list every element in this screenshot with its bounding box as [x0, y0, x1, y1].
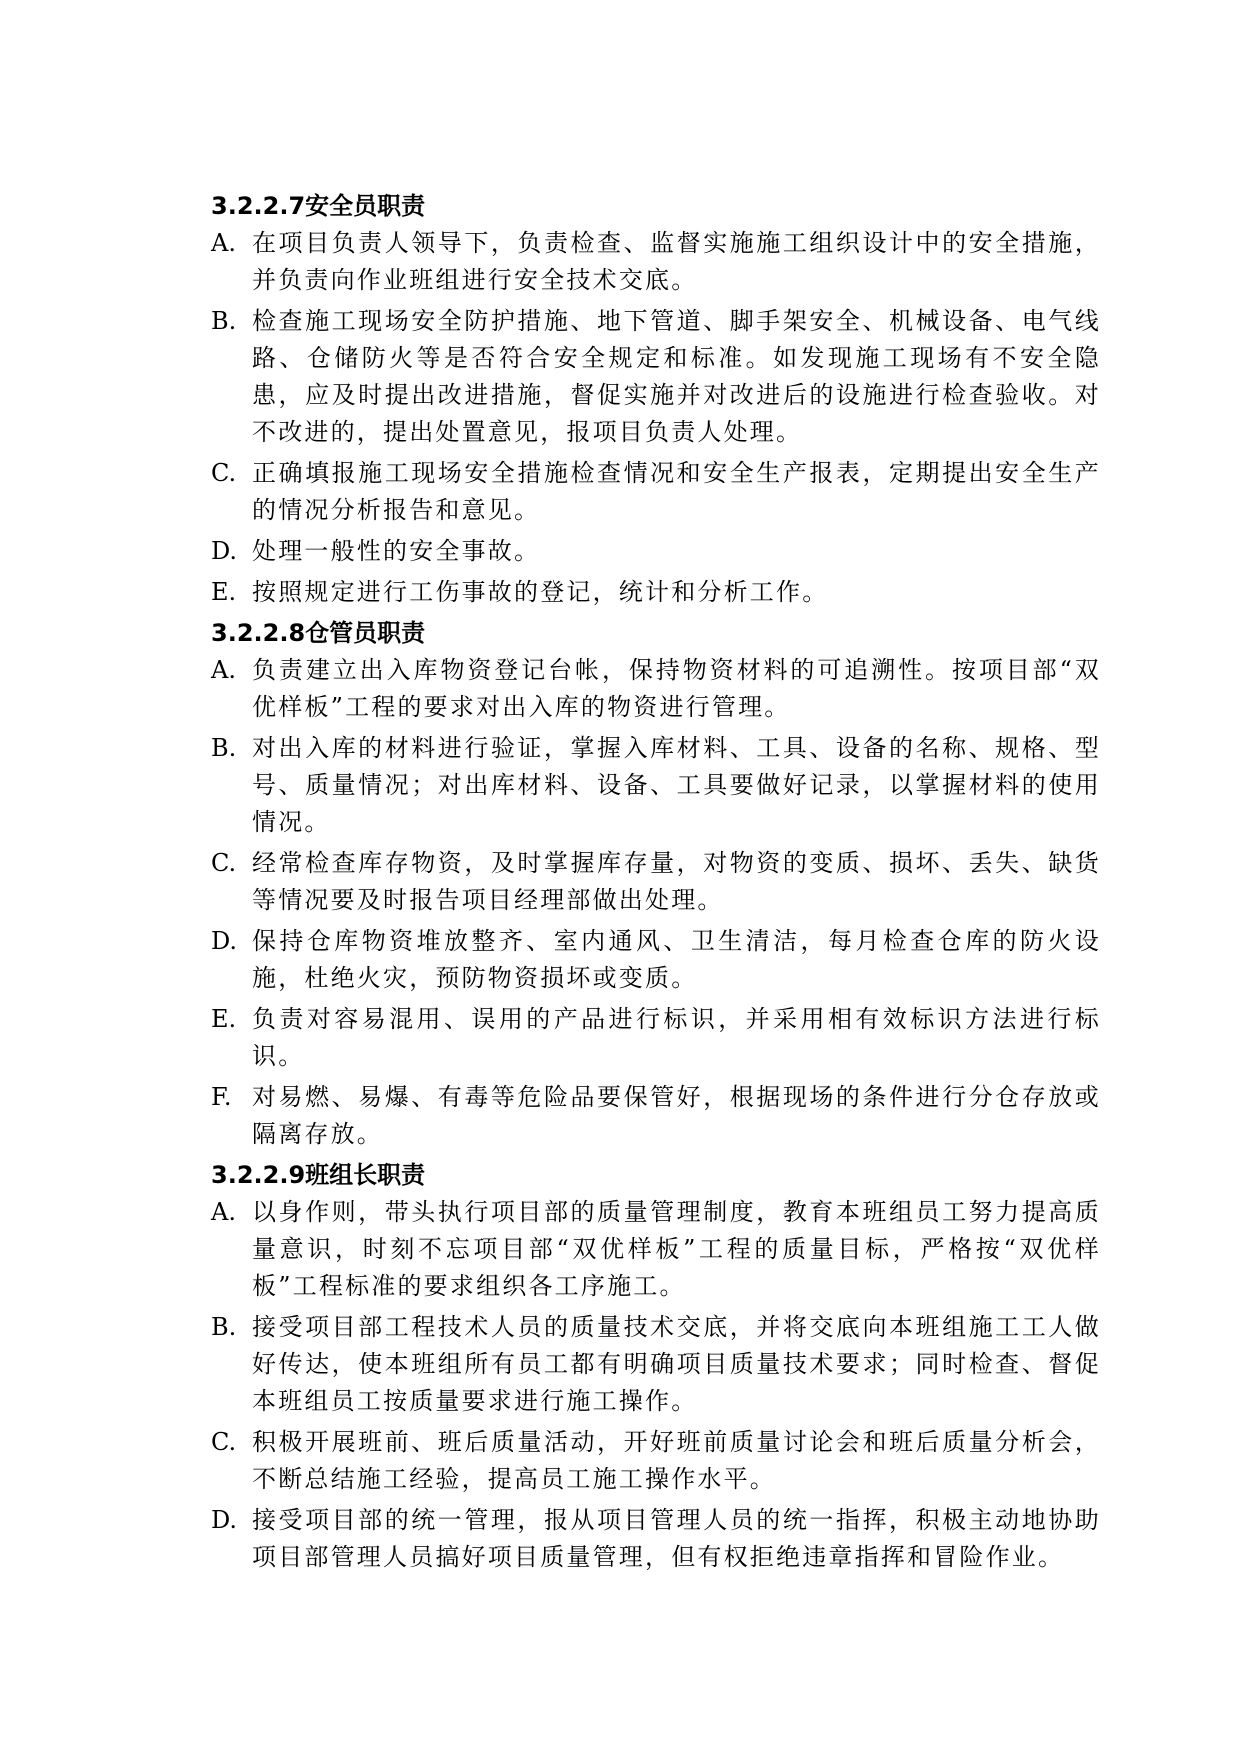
document-content: [211, 188, 1101, 1580]
list-item-text: 以身作则，带头执行项目部的质量管理制度，教育本班组员工努力提高质量意识，时刻不忘项目部“双优样板”工程的质量目标，严格按“双优样板”工程标准的要求组织各工序施工。: [252, 1198, 1101, 1300]
list-item-text: 接受项目部工程技术人员的质量技术交底，并将交底向本班组施工工人做好传达，使本班组所有员工都有明确项目质量技术要求；同时检查、督促本班组员工按质量要求进行施工操作。: [252, 1313, 1101, 1415]
section-heading: 3.2.2.7安全员职责: [211, 192, 426, 220]
list-item: [211, 533, 1101, 570]
list-item-marker: E.: [211, 578, 237, 606]
list-item: [211, 1309, 1101, 1420]
list-item: [211, 1424, 1101, 1498]
list-item-marker: D.: [211, 537, 238, 565]
list-item-text: 负责建立出入库物资登记台帐，保持物资材料的可追溯性。按项目部“双优样板”工程的要求对出入库的物资进行管理。: [252, 656, 1101, 721]
list-item: [211, 1079, 1101, 1153]
list-item-marker: B.: [211, 1313, 237, 1341]
list-item-marker: D.: [211, 1506, 238, 1534]
list-item-marker: A.: [211, 656, 236, 684]
list-item: [211, 303, 1101, 451]
list-item-marker: A.: [211, 1198, 236, 1226]
list-item: [211, 1001, 1101, 1075]
list-item: [211, 455, 1101, 529]
list-item-text: 处理一般性的安全事故。: [252, 537, 541, 565]
list-item: [211, 845, 1101, 919]
list-item-marker: C.: [211, 1428, 237, 1456]
list-item-text: 对出入库的材料进行验证，掌握入库材料、工具、设备的名称、规格、型号、质量情况；对出库材料、设备、工具要做好记录，以掌握材料的使用情况。: [252, 734, 1101, 836]
list-item: [211, 730, 1101, 841]
list-item-marker: C.: [211, 459, 237, 487]
list-item-marker: F.: [211, 1083, 232, 1111]
list-item-marker: A.: [211, 229, 236, 257]
list-item-text: 经常检查库存物资，及时掌握库存量，对物资的变质、损坏、丢失、缺货等情况要及时报告项目经理部做出处理。: [252, 849, 1101, 914]
list-item: [211, 1194, 1101, 1305]
responsibility-section: [211, 615, 1101, 1153]
list-item-text: 接受项目部的统一管理，报从项目管理人员的统一指挥，积极主动地协助项目部管理人员搞好项目质量管理，但有权拒绝违章指挥和冒险作业。: [252, 1506, 1101, 1571]
list-item-marker: D.: [211, 927, 238, 955]
list-item-text: 在项目负责人领导下，负责检查、监督实施施工组织设计中的安全措施，并负责向作业班组进行安全技术交底。: [252, 229, 1101, 294]
list-item-text: 正确填报施工现场安全措施检查情况和安全生产报表，定期提出安全生产的情况分析报告和意见。: [252, 459, 1101, 524]
list-item-marker: C.: [211, 849, 237, 877]
list-item: [211, 652, 1101, 726]
list-item-marker: E.: [211, 1005, 237, 1033]
responsibility-section: [211, 188, 1101, 611]
list-item: [211, 1502, 1101, 1576]
list-item: [211, 225, 1101, 299]
list-item-text: 积极开展班前、班后质量活动，开好班前质量讨论会和班后质量分析会，不断总结施工经验，提高员工施工操作水平。: [252, 1428, 1101, 1493]
list-item-text: 对易燃、易爆、有毒等危险品要保管好，根据现场的条件进行分仓存放或隔离存放。: [252, 1083, 1101, 1148]
list-item-marker: B.: [211, 734, 237, 762]
section-heading: 3.2.2.9班组长职责: [211, 1161, 426, 1189]
list-item-marker: B.: [211, 307, 237, 335]
section-heading: 3.2.2.8仓管员职责: [211, 619, 426, 647]
list-item: [211, 574, 1101, 611]
list-item-text: 负责对容易混用、误用的产品进行标识，并采用相有效标识方法进行标识。: [252, 1005, 1101, 1070]
list-item-text: 检查施工现场安全防护措施、地下管道、脚手架安全、机械设备、电气线路、仓储防火等是否符合安全规定和标准。如发现施工现场有不安全隐患，应及时提出改进措施，督促实施并对改进后的设施进行检查验收。对不改进的，提出处置意见，报项目负责人处理。: [252, 307, 1101, 446]
list-item-text: 按照规定进行工伤事故的登记，统计和分析工作。: [252, 578, 829, 606]
list-item-text: 保持仓库物资堆放整齐、室内通风、卫生清洁，每月检查仓库的防火设施，杜绝火灾，预防物资损坏或变质。: [252, 927, 1101, 992]
responsibility-section: [211, 1157, 1101, 1576]
list-item: [211, 923, 1101, 997]
